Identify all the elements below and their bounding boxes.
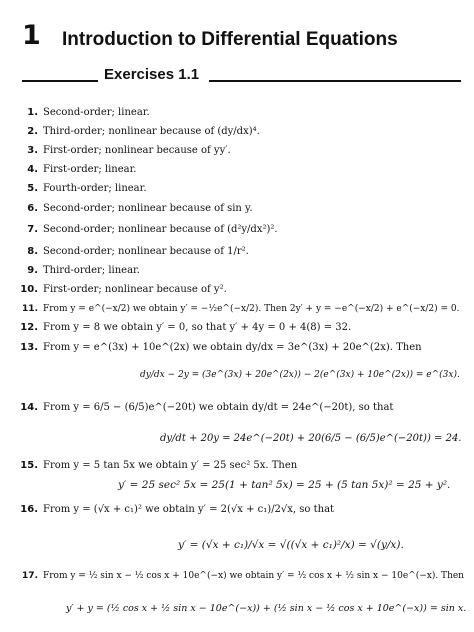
exercise-text: From y = 5 tan 5x we obtain y′ = 25 sec² 5x. Then (43, 460, 298, 471)
exercise-item (18, 265, 140, 277)
exercise-text: Second-order; nonlinear because of (d²y/dx²)². (43, 224, 278, 235)
exercise-item (18, 402, 393, 414)
exercise-text: Third-order; linear. (43, 265, 140, 276)
section-rule-right (209, 80, 461, 82)
exercise-text: From y = e^(−x/2) we obtain y′ = −½e^(−x/2). Then 2y′ + y = −e^(−x/2) + e^(−x/2) = 0. (43, 304, 460, 314)
exercise-item (18, 183, 147, 195)
exercise-text: First-order; nonlinear because of y². (43, 284, 227, 295)
section-rule-left (22, 80, 98, 82)
exercise-number: 17. (22, 571, 38, 581)
exercise-number: 7. (27, 224, 38, 235)
chapter-header (22, 20, 462, 60)
exercise-item (18, 570, 464, 582)
exercise-number: 15. (20, 460, 38, 471)
exercise-text: From y = ½ sin x − ½ cos x + 10e^(−x) we obtain y′ = ½ cos x + ½ sin x − 10e^(−x). Then (43, 571, 464, 581)
exercise-text: Second-order; nonlinear because of sin y. (43, 203, 253, 214)
exercise-item (18, 145, 231, 157)
exercise-item (18, 224, 278, 236)
exercise-item (18, 246, 249, 258)
exercise-number: 12. (20, 322, 38, 333)
section-title: Exercises 1.1 (104, 66, 200, 83)
exercise-item (18, 342, 422, 354)
exercise-text: From y = e^(3x) + 10e^(2x) we obtain dy/dx = 3e^(3x) + 20e^(2x). Then (43, 342, 422, 353)
chapter-number: 1 (22, 20, 41, 51)
exercise-text: From y = (√x + c₁)² we obtain y′ = 2(√x + c₁)/2√x, so that (43, 504, 335, 515)
exercise-item (18, 504, 334, 516)
exercise-item (18, 107, 150, 119)
exercise-number: 8. (27, 246, 38, 257)
exercise-text: From y = 6/5 − (6/5)e^(−20t) we obtain dy/dt = 24e^(−20t), so that (43, 402, 394, 413)
exercise-number: 9. (27, 265, 38, 276)
exercise-number: 10. (20, 284, 38, 295)
exercise-number: 4. (27, 164, 38, 175)
exercise-text: Second-order; linear. (43, 107, 150, 118)
exercise-item (18, 460, 297, 472)
exercise-text: First-order; nonlinear because of yy′. (43, 145, 231, 156)
exercise-text: From y = 8 we obtain y′ = 0, so that y′ + 4y = 0 + 4(8) = 32. (43, 322, 352, 333)
equation-16: y′ = (√x + c₁)/√x = √((√x + c₁)²/x) = √(y/x). (178, 539, 404, 551)
exercise-item (18, 303, 460, 315)
equation-13: dy/dx − 2y = (3e^(3x) + 20e^(2x)) − 2(e^(3x) + 10e^(2x)) = e^(3x). (140, 370, 460, 380)
exercise-number: 1. (27, 107, 38, 118)
exercise-number: 6. (27, 203, 38, 214)
exercise-number: 11. (22, 304, 38, 314)
exercise-number: 5. (27, 183, 38, 194)
exercise-item (18, 164, 136, 176)
equation-14: dy/dt + 20y = 24e^(−20t) + 20(6/5 − (6/5)e^(−20t)) = 24. (160, 433, 462, 444)
exercise-item (18, 322, 351, 334)
chapter-title: Introduction to Differential Equations (62, 29, 398, 50)
exercise-item (18, 126, 260, 138)
exercise-item (18, 203, 253, 215)
exercise-number: 16. (20, 504, 38, 515)
exercise-number: 3. (27, 145, 38, 156)
section-heading (22, 66, 462, 88)
exercise-item (18, 284, 227, 296)
exercise-text: First-order; linear. (43, 164, 137, 175)
exercise-number: 13. (20, 342, 38, 353)
exercise-text: Second-order; nonlinear because of 1/r². (43, 246, 249, 257)
exercise-text: Third-order; nonlinear because of (dy/dx)⁴. (43, 126, 260, 137)
equation-15: y′ = 25 sec² 5x = 25(1 + tan² 5x) = 25 + (5 tan 5x)² = 25 + y². (118, 479, 451, 491)
exercise-text: Fourth-order; linear. (43, 183, 147, 194)
exercise-number: 2. (27, 126, 38, 137)
equation-17: y′ + y = (½ cos x + ½ sin x − 10e^(−x)) + (½ sin x − ½ cos x + 10e^(−x)) = sin x. (66, 603, 467, 614)
exercise-number: 14. (20, 402, 38, 413)
